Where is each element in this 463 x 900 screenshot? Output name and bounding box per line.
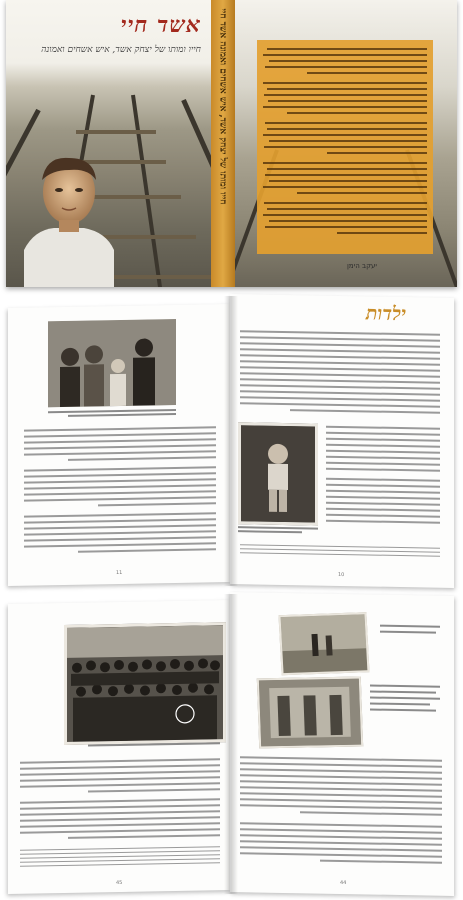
- spine-title: חייו ומותו של יצחק אשד, איש אשחים ואמונה אשד חיי: [217, 8, 228, 205]
- rail: [181, 99, 211, 284]
- cover-title: אשד חיי: [120, 12, 201, 38]
- book-gutter: [224, 594, 238, 894]
- book-spread-childhood: [8, 296, 454, 586]
- left-page: [8, 304, 230, 586]
- book-spine: [211, 0, 235, 287]
- family-photo: [48, 319, 176, 407]
- page-number: 11: [116, 569, 123, 577]
- class-group-photo: [64, 622, 226, 745]
- page-number: 44: [340, 879, 347, 887]
- back-cover-blurb: [257, 40, 433, 254]
- book-gutter: [224, 296, 238, 586]
- rail: [131, 95, 163, 287]
- page-number: 10: [338, 571, 345, 579]
- building-photo: [257, 677, 363, 749]
- front-cover: [6, 0, 211, 287]
- right-page: [230, 294, 454, 588]
- sleeper: [76, 130, 156, 134]
- boy-portrait-photo: [24, 150, 114, 287]
- back-cover: [235, 0, 457, 287]
- left-page: [8, 600, 230, 894]
- child-photo: [238, 422, 318, 525]
- book-spread-photos: [8, 594, 454, 894]
- chapter-heading: ילדות: [365, 302, 406, 326]
- book-cover-spread: [6, 0, 457, 287]
- cover-subtitle: חייו ומותו של יצחק אשד, איש אשחים ואמונה: [41, 45, 201, 55]
- page-number: 45: [116, 879, 123, 887]
- street-photo: [278, 612, 369, 675]
- right-page: [230, 592, 454, 896]
- back-cover-signature: יעקב הימן: [347, 262, 377, 270]
